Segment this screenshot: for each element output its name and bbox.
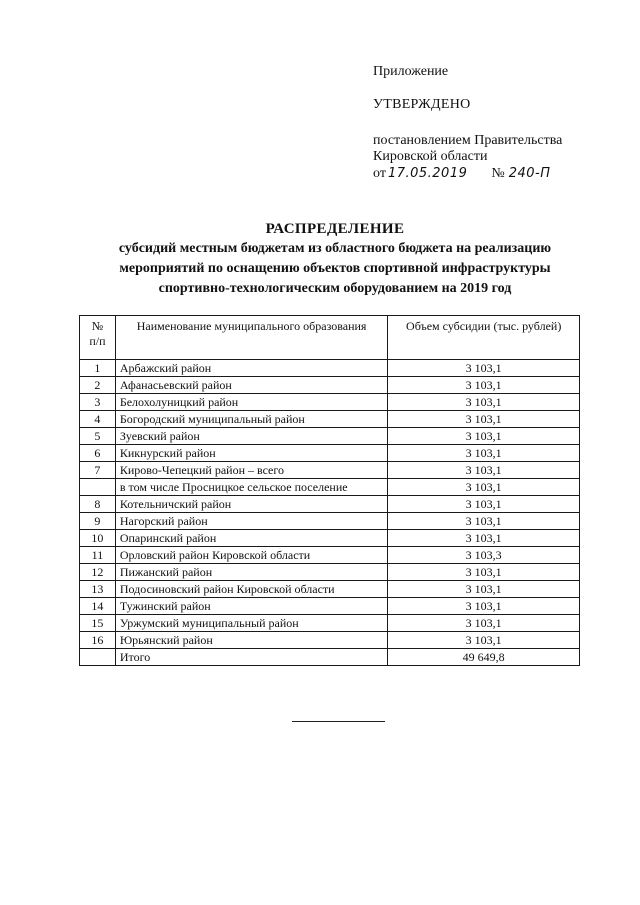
- row-number: 4: [80, 411, 116, 428]
- row-subsidy-amount: 3 103,1: [388, 428, 580, 445]
- row-subsidy-amount: 3 103,1: [388, 564, 580, 581]
- table-row: [80, 496, 580, 513]
- table-body: [80, 360, 580, 649]
- row-municipality: Орловский район Кировской области: [115, 547, 388, 564]
- table-row: [80, 513, 580, 530]
- row-municipality: Юрьянский район: [115, 632, 388, 649]
- row-number: 16: [80, 632, 116, 649]
- row-subsidy-amount: 3 103,1: [388, 462, 580, 479]
- document-title: РАСПРЕДЕЛЕНИЕ: [265, 221, 405, 237]
- total-row: [80, 649, 580, 666]
- total-amount: 49 649,8: [388, 649, 580, 666]
- row-municipality: Зуевский район: [115, 428, 388, 445]
- appendix-label: Приложение: [373, 64, 449, 79]
- approved-stamp-text: УТВЕРЖДЕНО: [373, 97, 471, 112]
- document-subtitle-line-1: субсидий местным бюджетам из областного бюджета на реализацию: [118, 241, 552, 256]
- row-number: 8: [80, 496, 116, 513]
- table-row: [80, 428, 580, 445]
- row-subsidy-amount: 3 103,1: [388, 581, 580, 598]
- row-subsidy-amount: 3 103,1: [388, 513, 580, 530]
- row-subsidy-amount: 3 103,1: [388, 411, 580, 428]
- row-subsidy-amount: 3 103,1: [388, 360, 580, 377]
- decree-date: 17.05.2019: [387, 166, 468, 181]
- row-number: 15: [80, 615, 116, 632]
- table-row: [80, 615, 580, 632]
- table-row: [80, 547, 580, 564]
- row-municipality: Котельничский район: [115, 496, 388, 513]
- row-subsidy-amount: 3 103,1: [388, 377, 580, 394]
- row-number: 1: [80, 360, 116, 377]
- table-row: [80, 479, 580, 496]
- region-text: Кировской области: [373, 149, 488, 164]
- row-municipality: Кирово-Чепецкий район – всего: [115, 462, 388, 479]
- row-number: 6: [80, 445, 116, 462]
- table-row: [80, 411, 580, 428]
- row-subsidy-amount: 3 103,1: [388, 445, 580, 462]
- row-subsidy-amount: 3 103,1: [388, 496, 580, 513]
- row-number: 12: [80, 564, 116, 581]
- row-number: 2: [80, 377, 116, 394]
- table-row: [80, 598, 580, 615]
- row-number: [80, 479, 116, 496]
- table-row: [80, 581, 580, 598]
- table-row: [80, 360, 580, 377]
- row-number: 3: [80, 394, 116, 411]
- end-of-document-line: [292, 721, 385, 722]
- decree-by-text: постановлением Правительства: [373, 133, 563, 148]
- row-subsidy-amount: 3 103,3: [388, 547, 580, 564]
- row-subsidy-amount: 3 103,1: [388, 530, 580, 547]
- header-number-line-2: п/п: [89, 334, 106, 348]
- row-municipality: Афанасьевский район: [115, 377, 388, 394]
- document-subtitle-line-2: мероприятий по оснащению объектов спортивной инфраструктуры: [119, 261, 551, 276]
- row-number: 11: [80, 547, 116, 564]
- decree-date-line: [373, 166, 551, 182]
- row-municipality: Нагорский район: [115, 513, 388, 530]
- table-row: [80, 530, 580, 547]
- row-number: 5: [80, 428, 116, 445]
- row-municipality: Белохолуницкий район: [115, 394, 388, 411]
- row-subsidy-amount: 3 103,1: [388, 615, 580, 632]
- row-municipality: Тужинский район: [115, 598, 388, 615]
- document-subtitle-line-3: спортивно-технологическим оборудованием на 2019 год: [158, 281, 512, 296]
- row-subsidy-amount: 3 103,1: [388, 479, 580, 496]
- header-municipality: Наименование муниципального образования: [115, 316, 388, 360]
- row-municipality: Подосиновский район Кировской области: [115, 581, 388, 598]
- row-municipality: Кикнурский район: [115, 445, 388, 462]
- total-label: Итого: [115, 649, 388, 666]
- table-row: [80, 632, 580, 649]
- row-subsidy-amount: 3 103,1: [388, 632, 580, 649]
- row-number: 9: [80, 513, 116, 530]
- header-subsidy-amount: Объем субсидии (тыс. рублей): [388, 316, 580, 360]
- table-row: [80, 445, 580, 462]
- row-number: 10: [80, 530, 116, 547]
- table-row: [80, 462, 580, 479]
- row-number: 14: [80, 598, 116, 615]
- subsidy-distribution-table: [79, 315, 580, 666]
- row-municipality: Уржумский муниципальный район: [115, 615, 388, 632]
- decree-number: 240-П: [508, 166, 551, 181]
- row-municipality: Пижанский район: [115, 564, 388, 581]
- row-municipality: в том числе Просницкое сельское поселение: [115, 479, 388, 496]
- number-sign: №: [491, 166, 505, 181]
- row-subsidy-amount: 3 103,1: [388, 598, 580, 615]
- row-number: 7: [80, 462, 116, 479]
- header-number: [80, 316, 116, 360]
- row-municipality: Опаринский район: [115, 530, 388, 547]
- row-subsidy-amount: 3 103,1: [388, 394, 580, 411]
- row-municipality: Арбажский район: [115, 360, 388, 377]
- total-row-number: [80, 649, 116, 666]
- row-number: 13: [80, 581, 116, 598]
- document-title-block: [70, 220, 600, 298]
- table-header-row: [80, 316, 580, 360]
- row-municipality: Богородский муниципальный район: [115, 411, 388, 428]
- header-number-line-1: №: [91, 319, 104, 333]
- table-row: [80, 377, 580, 394]
- date-prefix: от: [373, 166, 386, 181]
- table-row: [80, 564, 580, 581]
- table-row: [80, 394, 580, 411]
